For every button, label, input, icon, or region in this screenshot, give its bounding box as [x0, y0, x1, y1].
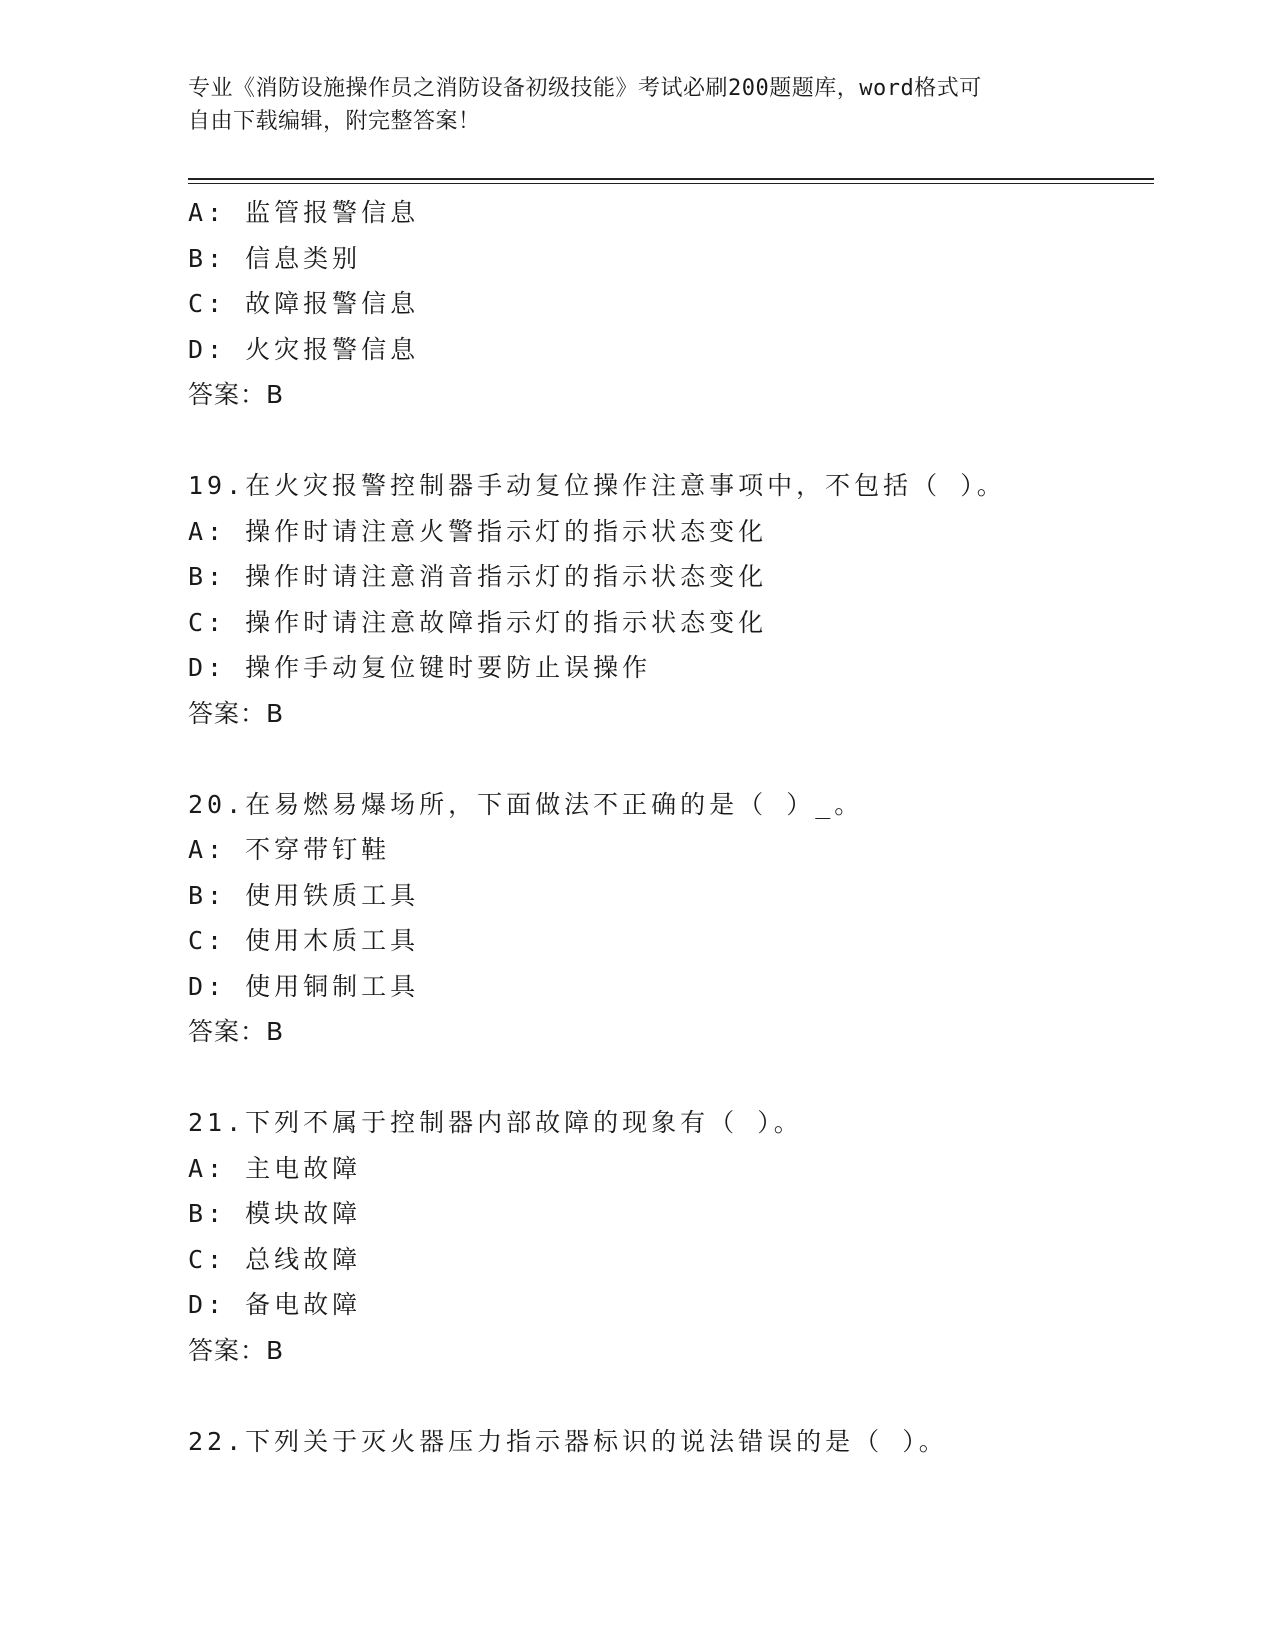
spacer	[188, 1055, 1154, 1101]
option-b: B: 信息类别	[188, 243, 362, 273]
answer: 答案：B	[188, 1017, 285, 1046]
option-c: C: 总线故障	[188, 1244, 362, 1274]
answer: 答案：B	[188, 698, 285, 728]
spacer	[188, 418, 1154, 464]
answer: 答案：B	[188, 380, 285, 409]
question-text: 20.在易燃易爆场所，下面做法不正确的是（ ）_。	[188, 789, 864, 819]
answer: 答案：B	[188, 1335, 285, 1365]
header-divider	[188, 178, 1154, 184]
spacer	[188, 736, 1154, 782]
option-c: C: 使用木质工具	[188, 926, 420, 955]
header-line-1: 专业《消防设施操作员之消防设备初级技能》考试必刷200题题库，word格式可	[188, 76, 982, 101]
option-a: A: 监管报警信息	[188, 198, 420, 227]
question-text: 19.在火灾报警控制器手动复位操作注意事项中，不包括（ ）。	[188, 471, 1006, 500]
option-d: D: 使用铜制工具	[188, 971, 420, 1001]
option-b: B: 使用铁质工具	[188, 880, 420, 910]
option-a: A: 不穿带钉鞋	[188, 835, 391, 864]
question-text: 21.下列不属于控制器内部故障的现象有（ ）。	[188, 1108, 803, 1137]
header-line-2: 自由下载编辑，附完整答案！	[188, 109, 481, 134]
question-20	[188, 782, 1154, 1055]
option-c: C: 故障报警信息	[188, 289, 420, 318]
option-d: D: 操作手动复位键时要防止误操作	[188, 653, 652, 682]
option-a: A: 主电故障	[188, 1153, 362, 1183]
question-21	[188, 1100, 1154, 1373]
option-d: D: 火灾报警信息	[188, 334, 420, 364]
option-a: A: 操作时请注意火警指示灯的指示状态变化	[188, 516, 768, 546]
option-b: B: 操作时请注意消音指示灯的指示状态变化	[188, 562, 768, 591]
document-header	[188, 72, 1068, 138]
question-19	[188, 463, 1154, 736]
spacer	[188, 1373, 1154, 1419]
option-c: C: 操作时请注意故障指示灯的指示状态变化	[188, 607, 768, 637]
option-b: B: 模块故障	[188, 1199, 362, 1228]
question-list	[188, 190, 1154, 1464]
option-d: D: 备电故障	[188, 1290, 362, 1319]
question-18-options	[188, 190, 1154, 418]
question-22	[188, 1419, 1154, 1465]
question-text: 22.下列关于灭火器压力指示器标识的说法错误的是（ ）。	[188, 1426, 948, 1456]
